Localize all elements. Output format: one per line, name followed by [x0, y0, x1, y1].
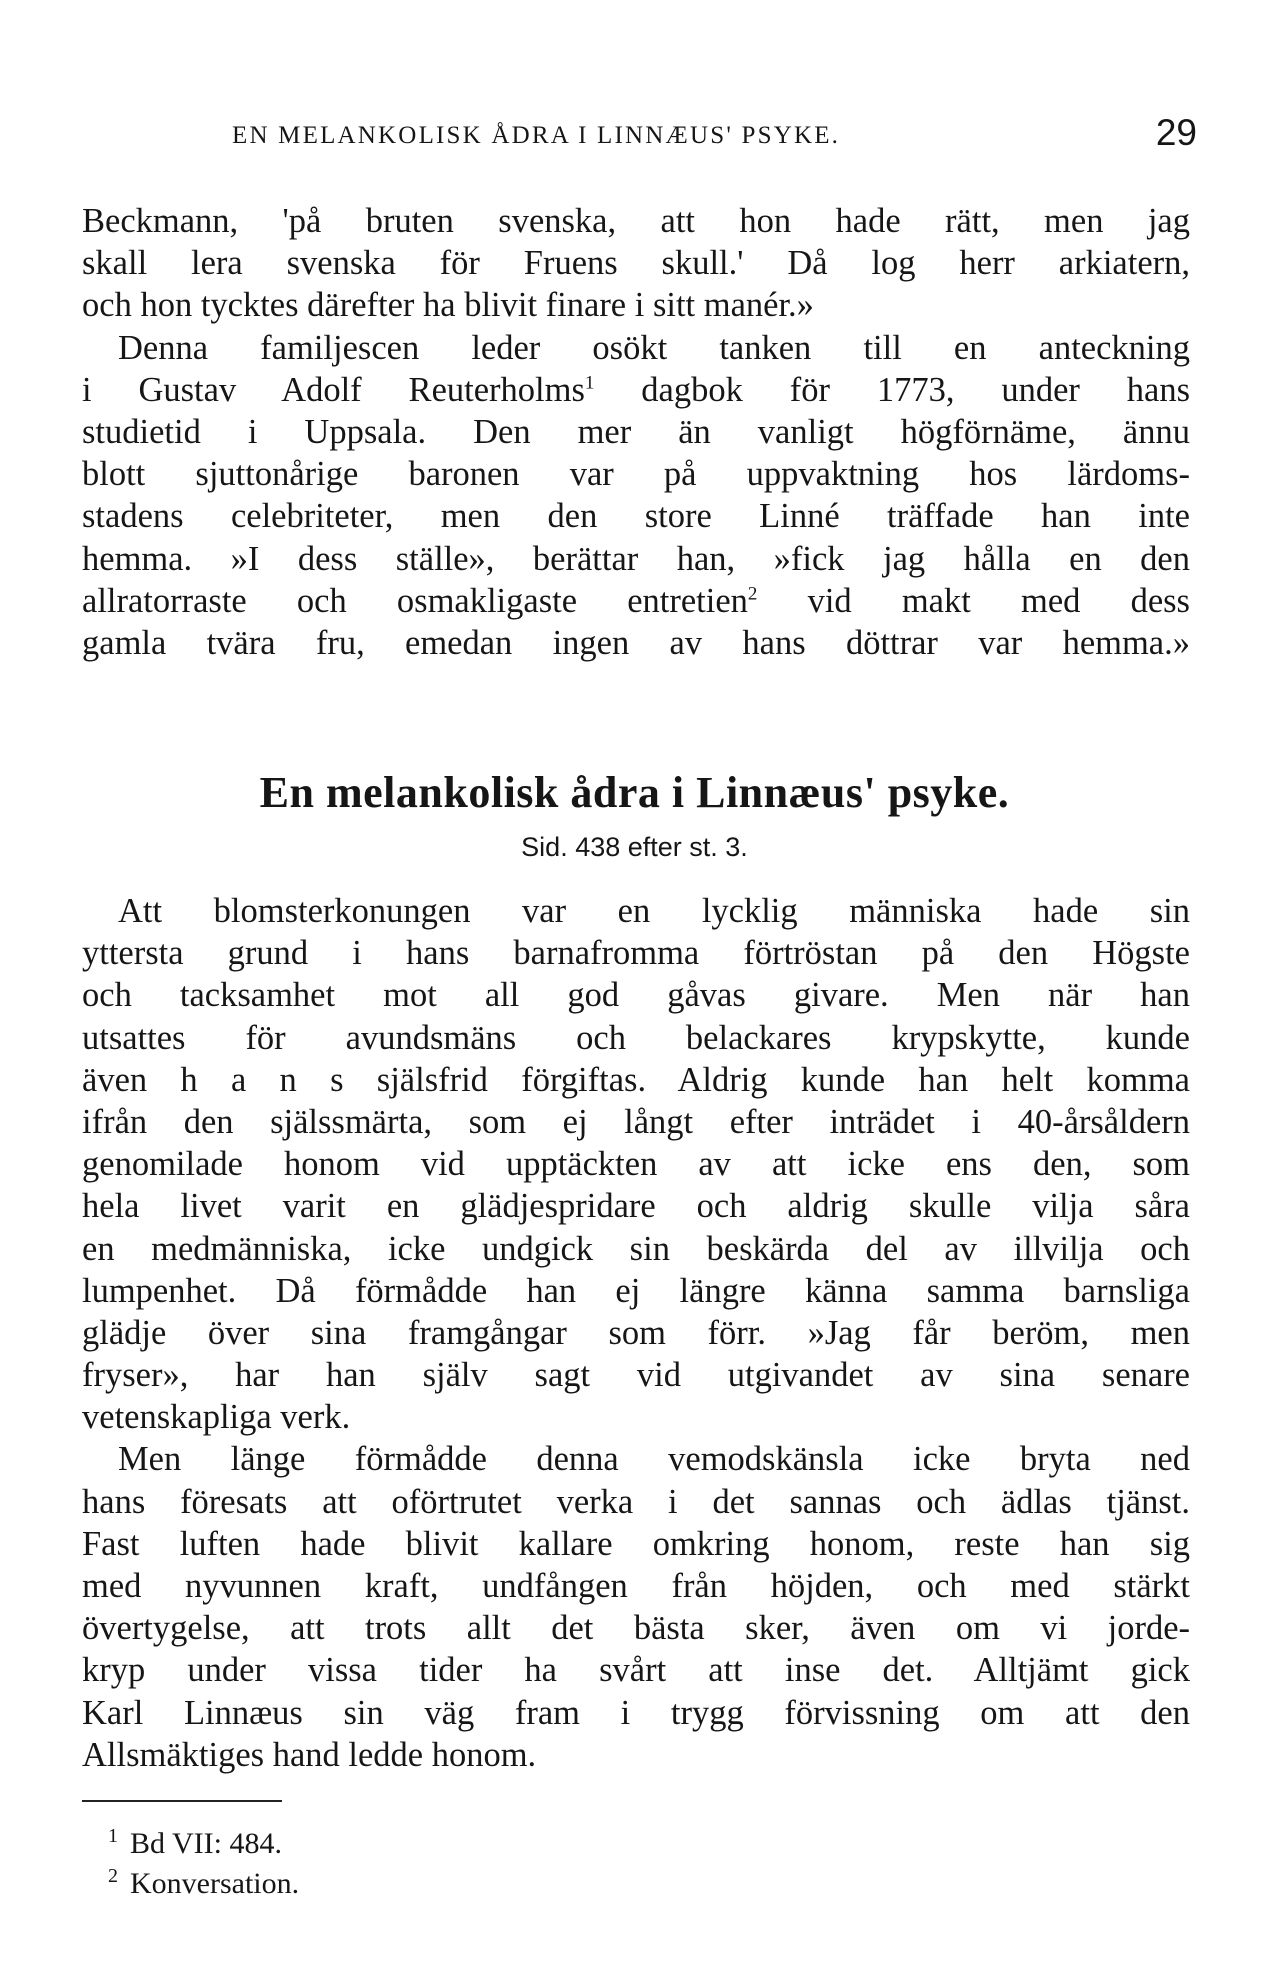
main-paragraphs — [82, 890, 1190, 1776]
text-segment: vid makt med dess — [807, 581, 1190, 620]
running-title: EN MELANKOLISK ÅDRA I LINNÆUS' PSYKE. — [232, 122, 841, 149]
text-line: hela livet varit en glädjespridare och aldrig skulle vilja såra — [82, 1187, 1190, 1226]
page-number: 29 — [1155, 112, 1197, 153]
text-line: Att blomsterkonungen var en lycklig människa hade sin — [118, 892, 1190, 930]
text-line: och hon tycktes därefter ha blivit finare i sitt manér.» — [82, 286, 814, 325]
spaced-emphasis: h a n s — [180, 1060, 344, 1099]
footnotes — [108, 1816, 300, 1900]
section-title: En melankolisk ådra i Linnæus' psyke. — [259, 768, 1010, 817]
text-line: lumpenhet. Då förmådde han ej längre känna samma barnsliga — [82, 1271, 1190, 1310]
text-line: Allsmäktiges hand ledde honom. — [82, 1735, 537, 1774]
text-line: studietid i Uppsala. Den mer än vanligt högförnäme, ännu — [82, 412, 1190, 451]
text-line: hemma. »I dess ställe», berättar han, »fick jag hålla en den — [82, 539, 1190, 578]
running-head — [82, 112, 1197, 162]
text-line: en medmänniska, icke undgick sin beskärda del av illvilja och — [82, 1229, 1190, 1268]
text-line: Beckmann, 'på bruten svenska, att hon hade rätt, men jag — [82, 202, 1190, 240]
text-line: och tacksamhet mot all god gåvas givare. Men när han — [82, 976, 1190, 1015]
top-paragraphs — [82, 200, 1190, 664]
footnote-divider — [82, 1800, 282, 1802]
text-line: Karl Linnæus sin väg fram i trygg förvissning om att den — [82, 1693, 1190, 1732]
text-segment: dagbok för 1773, under hans — [641, 370, 1191, 409]
text-line: fryser», har han själv sagt vid utgivandet av sina senare — [82, 1356, 1190, 1395]
footnote-number: 2 — [108, 1865, 118, 1887]
text-segment: själsfrid förgiftas. Aldrig kunde han helt komma — [376, 1060, 1190, 1099]
text-line: blott sjuttonårige baronen var på uppvaktning hos lärdoms- — [82, 455, 1190, 494]
footnote — [108, 1816, 299, 1860]
text-line: genomilade honom vid upptäckten av att icke ens den, som — [82, 1145, 1190, 1184]
section-subtitle: Sid. 438 efter st. 3. — [521, 832, 748, 862]
text-segment: i Gustav Adolf Reuterholms — [82, 370, 585, 409]
text-line: vetenskapliga verk. — [82, 1398, 351, 1437]
text-line: ifrån den själssmärta, som ej långt efter inträdet i 40-årsåldern — [82, 1102, 1190, 1141]
footnote — [108, 1856, 300, 1900]
text-line: kryp under vissa tider ha svårt att inse det. Alltjämt gick — [82, 1651, 1190, 1690]
footnote-ref: 2 — [747, 583, 758, 605]
text-line: stadens celebriteter, men den store Linné träffade han inte — [82, 497, 1190, 536]
text-line — [82, 1059, 1190, 1101]
text-line: med nyvunnen kraft, undfången från höjden, och med stärkt — [82, 1567, 1190, 1605]
text-line: övertygelse, att trots allt det bästa sker, även om vi jorde- — [82, 1609, 1190, 1648]
text-line: utsattes för avundsmäns och belackares krypskytte, kunde — [82, 1018, 1190, 1057]
text-line: Denna familjescen leder osökt tanken till en anteckning — [118, 328, 1190, 367]
text-line: Fast luften hade blivit kallare omkring honom, reste han sig — [82, 1524, 1190, 1563]
text-segment: även — [82, 1060, 148, 1099]
footnote-text: Bd VII: 484. — [130, 1827, 282, 1860]
text-line: Men länge förmådde denna vemodskänsla icke bryta ned — [118, 1440, 1190, 1479]
text-line — [82, 369, 1190, 411]
text-line: hans föresats att oförtrutet verka i det sannas och ädlas tjänst. — [82, 1482, 1190, 1521]
footnote-ref: 1 — [584, 372, 595, 394]
text-line — [82, 580, 1190, 622]
text-line: yttersta grund i hans barnafromma förtröstan på den Högste — [82, 934, 1190, 973]
text-line: glädje över sina framgångar som förr. »Jag får beröm, men — [82, 1313, 1190, 1352]
footnote-number: 1 — [108, 1825, 118, 1847]
text-line: gamla tvära fru, emedan ingen av hans döttrar var hemma.» — [82, 623, 1190, 662]
text-segment: allratorraste och osmakligaste entretien — [82, 581, 748, 620]
footnote-text: Konversation. — [130, 1867, 300, 1900]
text-line: skall lera svenska för Fruens skull.' Då log herr arkiatern, — [82, 244, 1190, 283]
